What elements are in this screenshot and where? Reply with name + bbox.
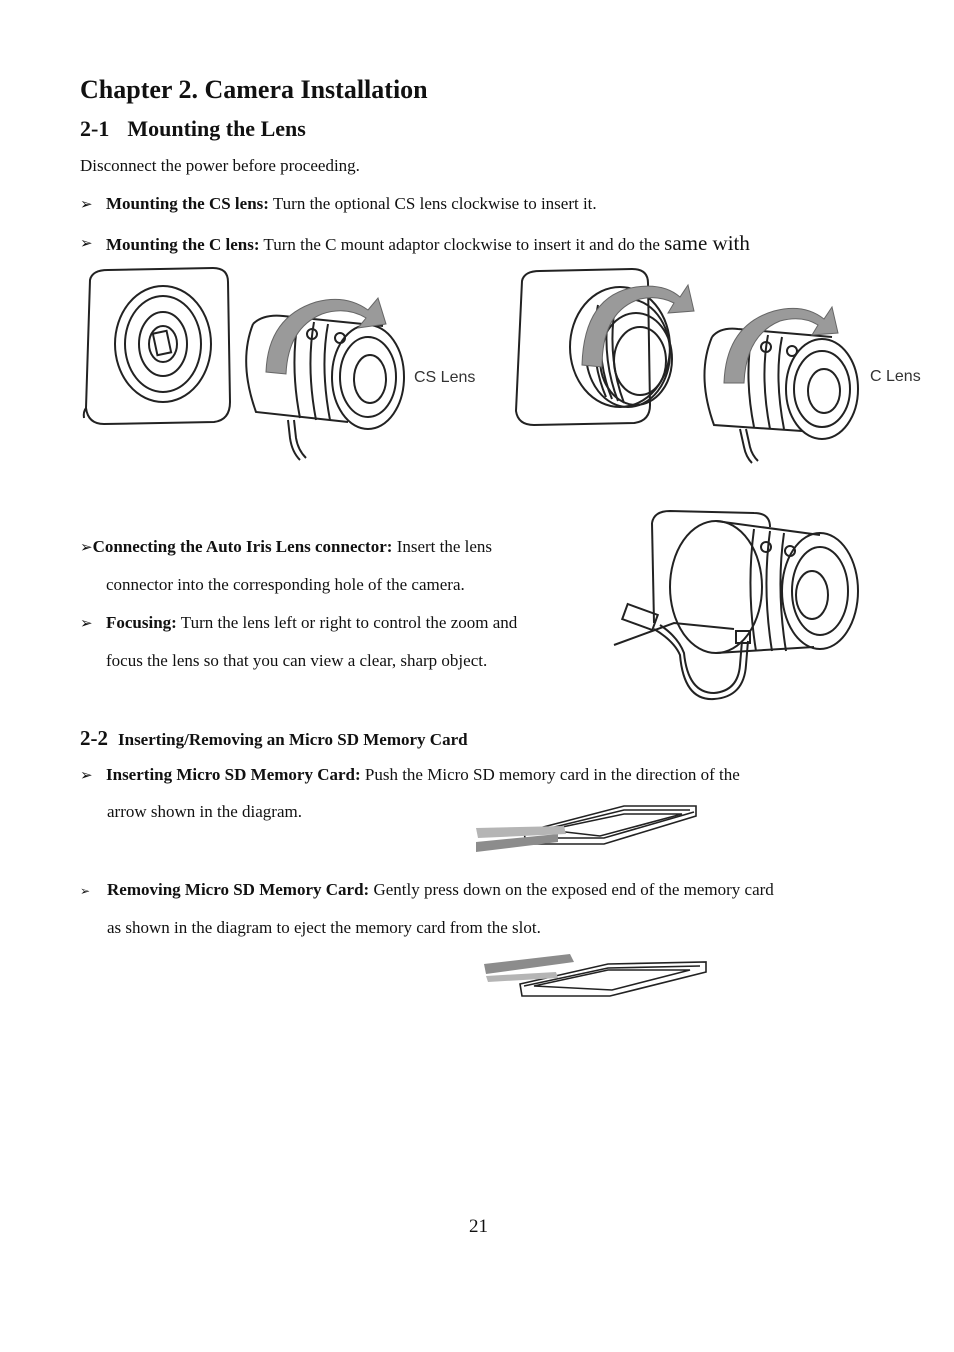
bullet-arrow-icon: ➢ bbox=[80, 540, 93, 556]
bullet-arrow-icon: ➢ bbox=[80, 616, 93, 632]
bullet-text: Push the Micro SD memory card in the direction of the bbox=[360, 765, 740, 784]
bullet-label: Mounting the CS lens: bbox=[106, 194, 269, 213]
bullet-text-tail: same with bbox=[664, 231, 750, 255]
auto-iris-connector-figure bbox=[614, 505, 864, 705]
intro-text: Disconnect the power before proceeding. bbox=[80, 156, 360, 175]
bullet-inserting-sd bbox=[80, 765, 740, 786]
bullet-label: Connecting the Auto Iris Lens connector: bbox=[92, 537, 393, 556]
bullet-label: Mounting the C lens: bbox=[106, 235, 260, 254]
bullet-continuation: as shown in the diagram to eject the memory card from the slot. bbox=[107, 918, 541, 937]
section-number: 2-2 bbox=[80, 726, 108, 750]
section-title: Inserting/Removing an Micro SD Memory Card bbox=[118, 730, 468, 749]
bullet-text: Turn the C mount adaptor clockwise to insert it and do the bbox=[259, 235, 665, 254]
eject-arrow-icon bbox=[484, 954, 574, 974]
bullet-text: Turn the lens left or right to control the zoom and bbox=[176, 613, 518, 632]
cs-lens-label: CS Lens bbox=[414, 369, 476, 386]
c-lens-label: C Lens bbox=[870, 368, 921, 385]
bullet-auto-iris bbox=[80, 537, 492, 558]
bullet-text: Turn the optional CS lens clockwise to insert it. bbox=[268, 194, 597, 213]
bullet-removing-sd bbox=[80, 880, 774, 901]
clockwise-arrow-icon bbox=[582, 285, 694, 367]
sd-insert-figure bbox=[474, 798, 710, 862]
bullet-arrow-icon: ➢ bbox=[80, 884, 91, 898]
bullet-arrow-icon: ➢ bbox=[80, 236, 93, 252]
section-heading-2-1 bbox=[80, 116, 306, 142]
section-title: Mounting the Lens bbox=[127, 116, 306, 141]
c-lens-mounting-figure bbox=[512, 265, 921, 470]
cs-lens-mounting-figure bbox=[78, 262, 478, 467]
chapter-title: Chapter 2. Camera Installation bbox=[80, 75, 428, 104]
bullet-text: Insert the lens bbox=[392, 537, 493, 556]
bullet-label: Removing Micro SD Memory Card: bbox=[107, 880, 370, 899]
bullet-text: Gently press down on the exposed end of the memory card bbox=[369, 880, 774, 899]
bullet-c-lens bbox=[80, 231, 750, 255]
bullet-continuation: focus the lens so that you can view a clear, sharp object. bbox=[106, 651, 488, 670]
bullet-cs-lens bbox=[80, 194, 597, 215]
section-heading-2-2 bbox=[80, 726, 468, 751]
section-number: 2-1 bbox=[80, 116, 110, 141]
bullet-arrow-icon: ➢ bbox=[80, 768, 93, 784]
bullet-continuation: arrow shown in the diagram. bbox=[107, 802, 302, 821]
bullet-label: Inserting Micro SD Memory Card: bbox=[106, 765, 361, 784]
sd-remove-figure bbox=[480, 948, 712, 1002]
bullet-continuation: connector into the corresponding hole of the camera. bbox=[106, 575, 465, 594]
bullet-arrow-icon: ➢ bbox=[80, 197, 93, 213]
page-number: 21 bbox=[469, 1216, 488, 1237]
bullet-focusing bbox=[80, 613, 518, 634]
bullet-label: Focusing: bbox=[106, 613, 177, 632]
